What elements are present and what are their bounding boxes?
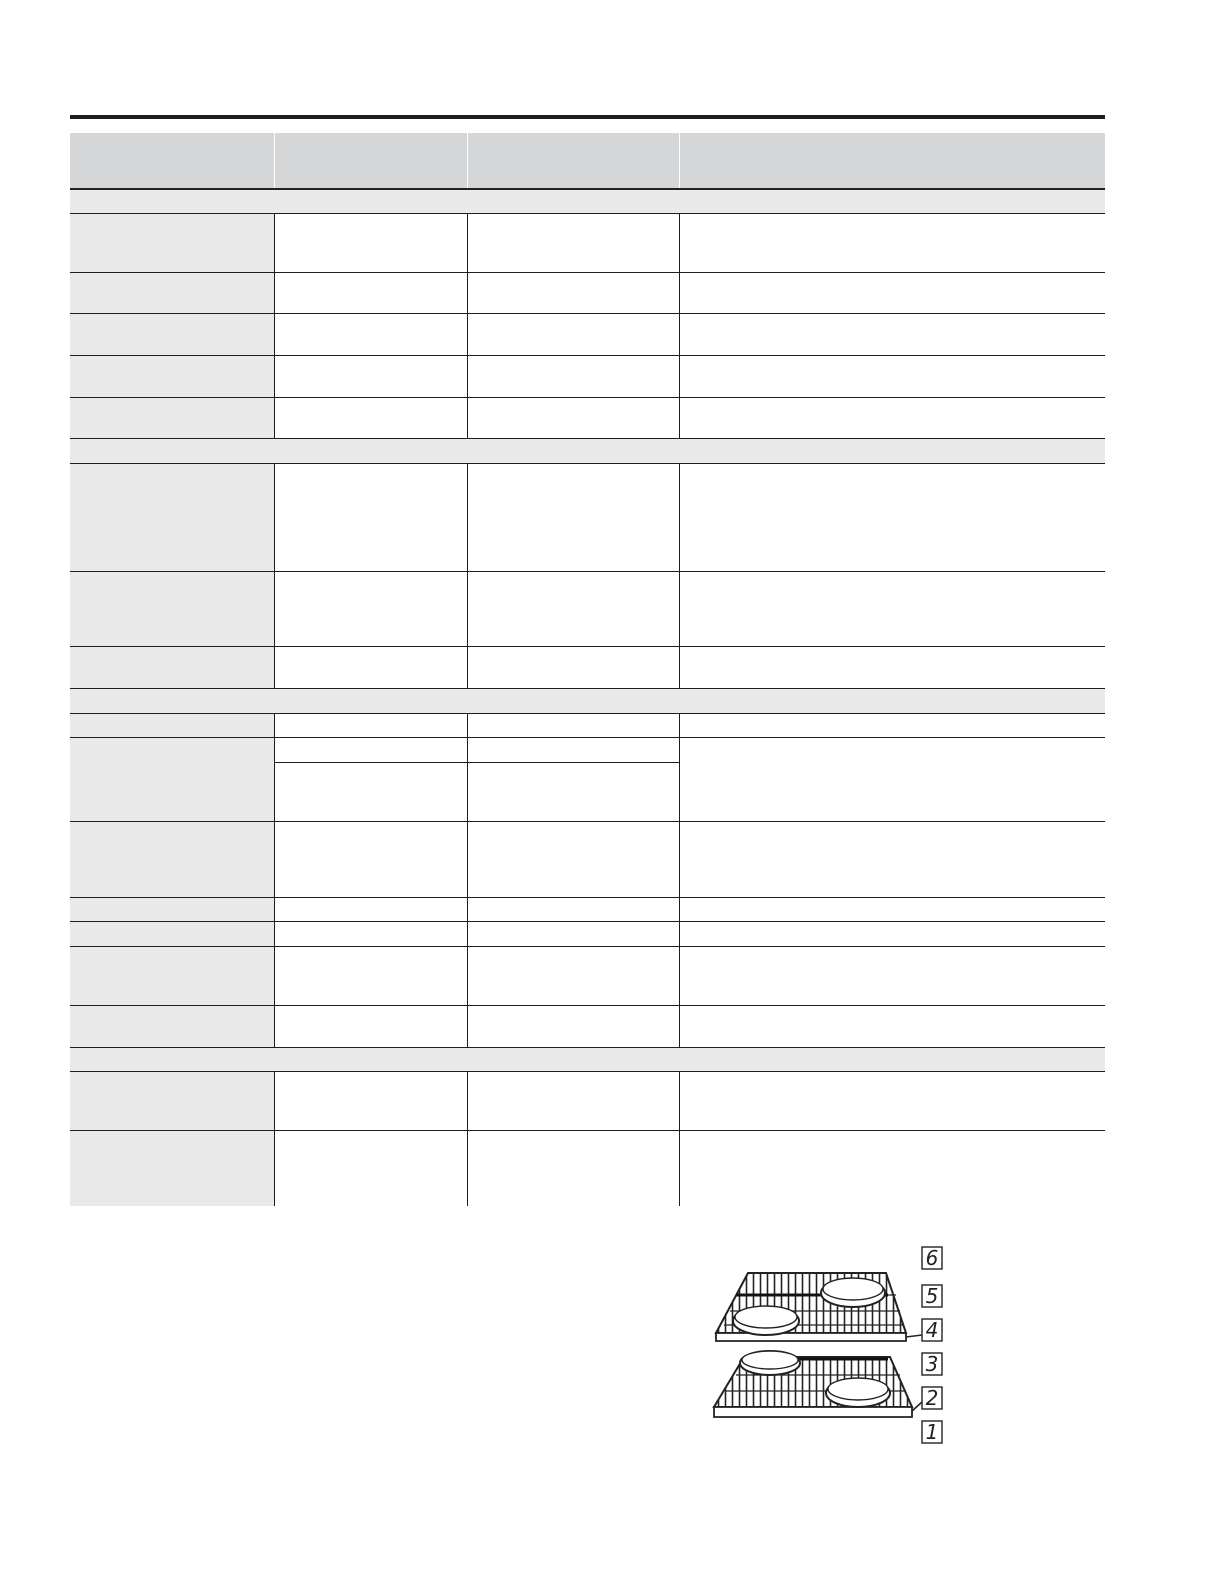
- rack-cell: [274, 947, 467, 1006]
- rack-cell: [274, 1131, 467, 1207]
- food-cell: [70, 822, 274, 898]
- position-label-5: 5: [925, 1284, 939, 1308]
- notes-cell: [679, 398, 1105, 439]
- food-cell: [70, 947, 274, 1006]
- upper-rack: [716, 1273, 906, 1341]
- table-row: [70, 898, 1105, 922]
- position-label-2: 2: [925, 1386, 939, 1410]
- notes-cell: [679, 898, 1105, 922]
- notes-cell: [679, 314, 1105, 356]
- rack-cell: [274, 714, 467, 738]
- notes-cell: [679, 572, 1105, 647]
- header-cell-mode: [467, 133, 679, 189]
- rack-position-labels: [922, 1246, 942, 1444]
- section-header-cell: [70, 1048, 1105, 1072]
- rack-cell: [274, 1006, 467, 1048]
- table-row: [70, 356, 1105, 398]
- food-cell: [70, 898, 274, 922]
- section-header-row: [70, 1048, 1105, 1072]
- table-row: [70, 314, 1105, 356]
- food-cell: [70, 1006, 274, 1048]
- section-header-row: [70, 189, 1105, 214]
- rack-cell: [274, 738, 467, 763]
- table-row: [70, 647, 1105, 689]
- table-row: [70, 398, 1105, 439]
- section-header-row: [70, 689, 1105, 714]
- section-header-cell: [70, 189, 1105, 214]
- mode-cell: [467, 822, 679, 898]
- leader-line-4: [906, 1335, 922, 1337]
- food-cell: [70, 1072, 274, 1131]
- table-header-row: [70, 133, 1105, 189]
- rack-cell: [274, 1072, 467, 1131]
- rack-position-diagram: [708, 1245, 968, 1460]
- mode-cell: [467, 738, 679, 763]
- table-row: [70, 714, 1105, 738]
- rack-cell: [274, 822, 467, 898]
- header-cell-food: [70, 133, 274, 189]
- top-rule: [70, 115, 1105, 119]
- header-cell-notes: [679, 133, 1105, 189]
- table-row: [70, 572, 1105, 647]
- mode-cell: [467, 1072, 679, 1131]
- rack-cell: [274, 763, 467, 822]
- header-cell-rack: [274, 133, 467, 189]
- mode-cell: [467, 572, 679, 647]
- mode-cell: [467, 763, 679, 822]
- mode-cell: [467, 356, 679, 398]
- mode-cell: [467, 1131, 679, 1207]
- notes-cell: [679, 738, 1105, 822]
- notes-cell: [679, 464, 1105, 572]
- position-label-4: 4: [925, 1318, 939, 1342]
- position-label-3: 3: [925, 1352, 939, 1376]
- table-row: [70, 1072, 1105, 1131]
- rack-cell: [274, 273, 467, 314]
- section-header-cell: [70, 689, 1105, 714]
- table-row: [70, 947, 1105, 1006]
- mode-cell: [467, 1006, 679, 1048]
- mode-cell: [467, 314, 679, 356]
- notes-cell: [679, 714, 1105, 738]
- food-cell: [70, 398, 274, 439]
- leader-line-2: [912, 1402, 922, 1411]
- notes-cell: [679, 214, 1105, 273]
- rack-cell: [274, 647, 467, 689]
- mode-cell: [467, 398, 679, 439]
- notes-cell: [679, 1072, 1105, 1131]
- mode-cell: [467, 922, 679, 947]
- notes-cell: [679, 647, 1105, 689]
- mode-cell: [467, 464, 679, 572]
- food-cell: [70, 714, 274, 738]
- food-cell: [70, 464, 274, 572]
- notes-cell: [679, 822, 1105, 898]
- rack-cell: [274, 922, 467, 947]
- notes-cell: [679, 1131, 1105, 1207]
- mode-cell: [467, 947, 679, 1006]
- table-body: [70, 189, 1105, 1206]
- food-cell: [70, 738, 274, 822]
- table-row: [70, 922, 1105, 947]
- rack-cell: [274, 356, 467, 398]
- table-row: [70, 822, 1105, 898]
- rack-cell: [274, 898, 467, 922]
- food-cell: [70, 273, 274, 314]
- mode-cell: [467, 214, 679, 273]
- table-row: [70, 464, 1105, 572]
- table-row: [70, 1006, 1105, 1048]
- section-header-row: [70, 439, 1105, 464]
- position-label-6: 6: [925, 1246, 939, 1270]
- rack-cell: [274, 398, 467, 439]
- position-label-1: 1: [925, 1420, 939, 1444]
- rack-cell: [274, 314, 467, 356]
- rack-cell: [274, 464, 467, 572]
- table-row: [70, 738, 1105, 763]
- food-cell: [70, 214, 274, 273]
- section-header-cell: [70, 439, 1105, 464]
- rack-cell: [274, 572, 467, 647]
- rack-cell: [274, 214, 467, 273]
- table-row: [70, 1131, 1105, 1207]
- table-row: [70, 273, 1105, 314]
- notes-cell: [679, 1006, 1105, 1048]
- mode-cell: [467, 898, 679, 922]
- mode-cell: [467, 714, 679, 738]
- notes-cell: [679, 356, 1105, 398]
- food-cell: [70, 647, 274, 689]
- lower-rack: [714, 1351, 912, 1417]
- notes-cell: [679, 947, 1105, 1006]
- cooking-guide-table: [70, 133, 1105, 1206]
- mode-cell: [467, 273, 679, 314]
- food-cell: [70, 572, 274, 647]
- mode-cell: [467, 647, 679, 689]
- table-row: [70, 214, 1105, 273]
- food-cell: [70, 356, 274, 398]
- food-cell: [70, 1131, 274, 1207]
- notes-cell: [679, 273, 1105, 314]
- notes-cell: [679, 922, 1105, 947]
- food-cell: [70, 922, 274, 947]
- food-cell: [70, 314, 274, 356]
